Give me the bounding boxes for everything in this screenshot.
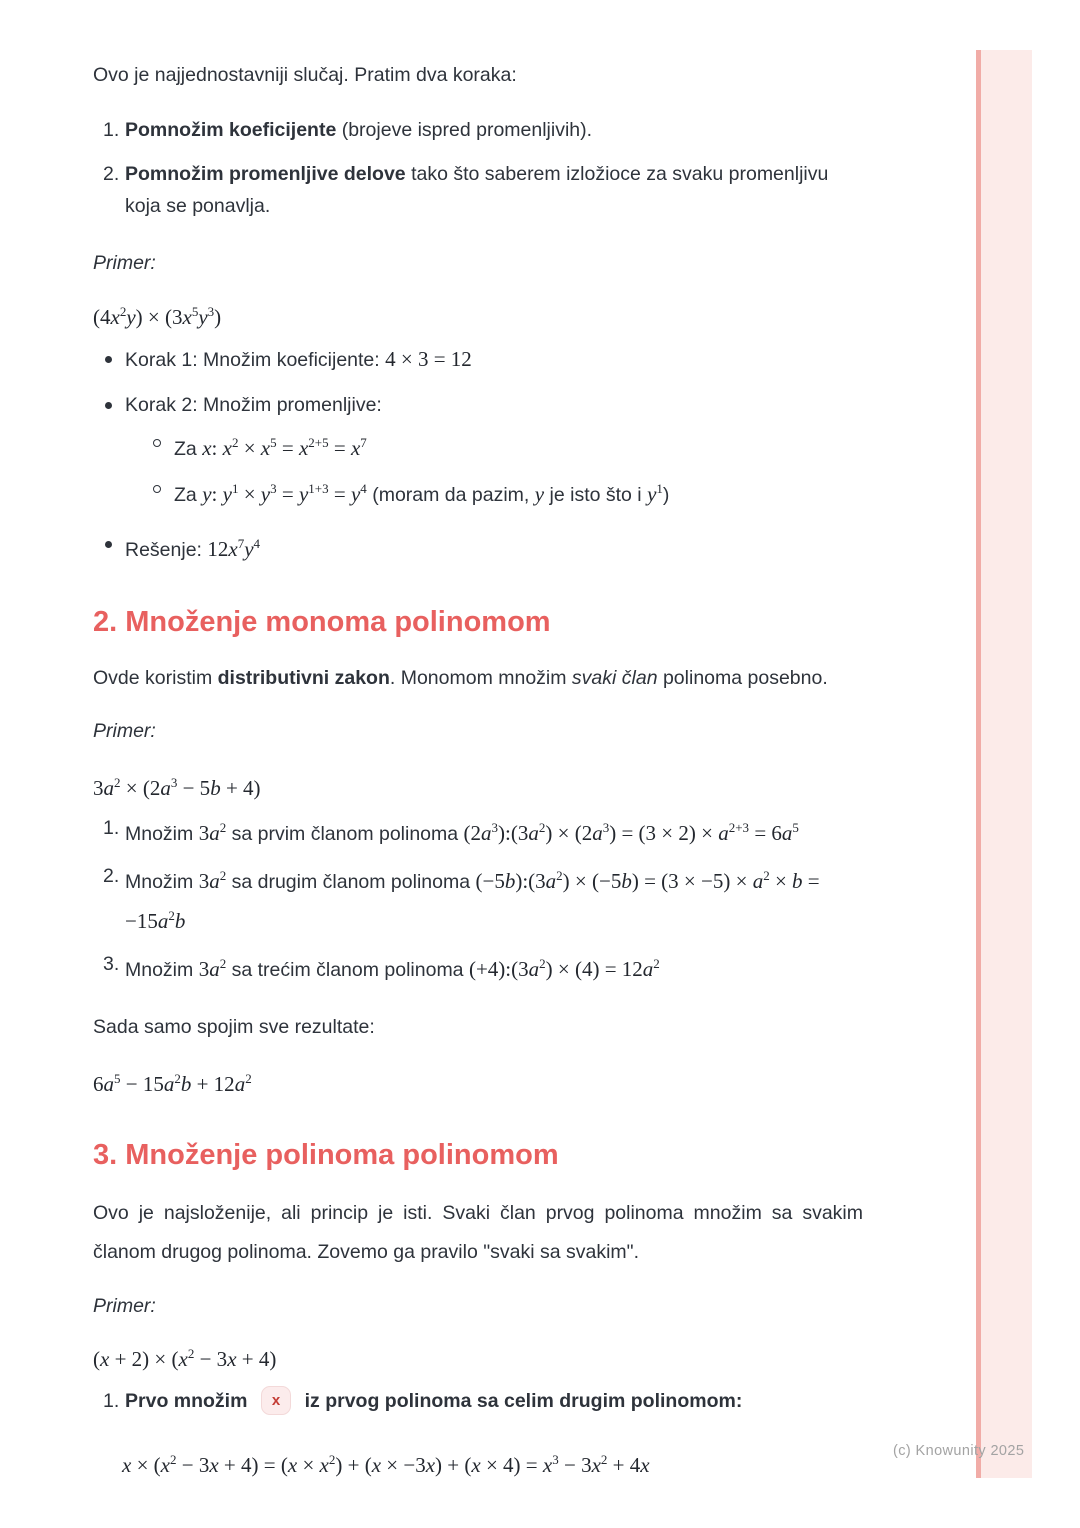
list-number: 2. — [103, 865, 120, 887]
section-2-steps-list — [93, 811, 863, 987]
list-item-text — [125, 1383, 863, 1419]
example-label: Primer: — [93, 252, 156, 274]
bullet-item-text — [125, 528, 260, 566]
text-run: je isto što i — [544, 484, 648, 506]
example-label: Primer: — [93, 1295, 156, 1317]
text-run: Množim — [125, 871, 199, 893]
text-run: Korak 2: Množim promenljive: — [125, 394, 382, 416]
sub-bullet-text — [174, 423, 367, 469]
formula-distribution-step: $x \times (x^2 - 3x + 4) = (x \times x^2) + (x \times -3x) + (x \times 4) = x^3 - 3x^2 + 4x$ — [122, 1452, 650, 1477]
text-run: (moram da pazim, — [366, 484, 535, 506]
text-run: Pomnožim koeficijente — [125, 119, 337, 141]
text-run: Množim — [125, 823, 199, 845]
list-item-text — [125, 859, 863, 939]
list-item — [93, 158, 863, 222]
example-label: Primer: — [93, 720, 156, 742]
text-run: svaki član — [571, 667, 658, 689]
bullet-item — [93, 389, 863, 515]
math-inline: $y^1$ — [647, 481, 663, 506]
bullet-item — [93, 343, 863, 376]
text-run: Prvo množim — [125, 1390, 253, 1412]
math-inline: $12x^7y^4$ — [207, 536, 261, 561]
circle-bullet-icon — [153, 439, 161, 447]
list-number: 1. — [103, 1390, 120, 1412]
text-run: Korak 1: Množim koeficijente: — [125, 349, 386, 371]
math-inline: 4 × 3 = 12 — [385, 347, 472, 371]
bullet-item-text — [125, 343, 472, 376]
copyright-footer: (c) Knowunity 2025 — [893, 1443, 1025, 1459]
list-number: 1. — [103, 119, 120, 141]
formula-monomial-polynomial: $3a^2 \times (2a^3 - 5b + 4)$ — [93, 775, 261, 800]
math-inline: y — [534, 482, 545, 506]
list-number: 3. — [103, 953, 120, 975]
section-3-heading: 3. Množenje polinoma polinomom — [93, 1139, 559, 1171]
formula-result: $6a^5 - 15a^2b + 12a^2$ — [93, 1071, 252, 1096]
text-run: (brojeve ispred promenljivih). — [336, 119, 593, 141]
text-run: distributivni zakon — [217, 667, 390, 689]
text-run: . Monomom množim — [389, 667, 572, 689]
steps-list — [93, 114, 863, 222]
list-number: 2. — [103, 163, 120, 185]
list-item — [93, 947, 863, 987]
text-run: sa prvim članom polinoma — [226, 823, 464, 845]
circle-bullet-icon — [153, 485, 161, 493]
section-3-steps-list — [93, 1383, 863, 1419]
list-item-text — [125, 811, 863, 851]
right-accent-stripe — [976, 50, 1032, 1478]
text-run: Rešenje: — [125, 539, 208, 561]
math-inline: $3a^2$ — [198, 820, 227, 845]
code-chip-x: x — [261, 1386, 291, 1415]
text-run: Za — [174, 438, 203, 460]
text-run: Ovo je najsloženije, ali princip je isti. Svaki član prvog polinoma množim sa svakim članom drugog polinoma. Zovemo ga pravilo "svaki sa svakim". — [93, 1202, 863, 1263]
bullet-icon — [105, 541, 112, 548]
list-item — [93, 859, 863, 939]
example1-bullet-list — [93, 343, 863, 566]
list-item — [93, 811, 863, 851]
list-item-text — [125, 158, 863, 222]
sub-bullet-list — [153, 423, 669, 515]
section-2-heading: 2. Množenje monoma polinomom — [93, 606, 551, 638]
list-item-text — [125, 947, 863, 987]
bullet-item-line — [125, 389, 669, 421]
list-item-text — [125, 114, 863, 146]
bullet-item-text — [125, 389, 669, 515]
list-item — [93, 114, 863, 146]
text-run: tako što saberem izložioce za svaku promenljivu koja se ponavlja. — [125, 163, 829, 217]
list-item — [93, 1383, 863, 1419]
section-2-paragraph — [93, 659, 863, 698]
math-inline: $(2a^3):(3a^2) \times (2a^3) = (3 \times 2) \times a^{2+3} = 6a^5$ — [463, 820, 799, 845]
text-run: ) — [662, 484, 670, 506]
text-run: Pomnožim promenljive delove — [125, 163, 406, 185]
bullet-icon — [105, 356, 112, 363]
math-inline: $3a^2$ — [198, 956, 227, 981]
sub-bullet-item — [153, 469, 669, 515]
math-inline: $(+4):(3a^2) \times (4) = 12a^2$ — [468, 956, 660, 981]
math-inline: x: $x^2 \times x^5 = x^{2+5} = x^7$ — [202, 435, 367, 460]
text-run: sa trećim članom polinoma — [226, 959, 469, 981]
text-run: iz prvog polinoma sa celim drugim polinomom: — [299, 1390, 743, 1412]
text-run: polinoma posebno. — [657, 667, 828, 689]
text-run: sa drugim članom polinoma — [226, 871, 476, 893]
bullet-item — [93, 528, 863, 566]
list-number: 1. — [103, 817, 120, 839]
intro-paragraph: Ovo je najjednostavniji slučaj. Pratim dva koraka: — [93, 64, 517, 86]
bullet-icon — [105, 402, 112, 409]
section-3-paragraph — [93, 1194, 863, 1272]
sub-bullet-item — [153, 423, 669, 469]
formula-polynomial-product: $(x + 2) \times (x^2 - 3x + 4)$ — [93, 1346, 277, 1371]
combine-paragraph: Sada samo spojim sve rezultate: — [93, 1016, 375, 1038]
text-run: Množim — [125, 959, 199, 981]
math-inline: y: $y^1 \times y^3 = y^{1+3} = y^4$ — [202, 481, 367, 506]
text-run: Za — [174, 484, 203, 506]
formula-monomial-product: $(4x^2y) \times (3x^5y^3)$ — [93, 304, 222, 329]
text-run: Ovde koristim — [93, 667, 218, 689]
math-inline: $3a^2$ — [198, 868, 227, 893]
math-inline: $(-5b):(3a^2) \times (-5b) = (3 \times -5) \times a^2 \times b = -15a^2b$ — [125, 868, 820, 933]
document-content — [93, 0, 863, 1480]
sub-bullet-text — [174, 469, 669, 515]
